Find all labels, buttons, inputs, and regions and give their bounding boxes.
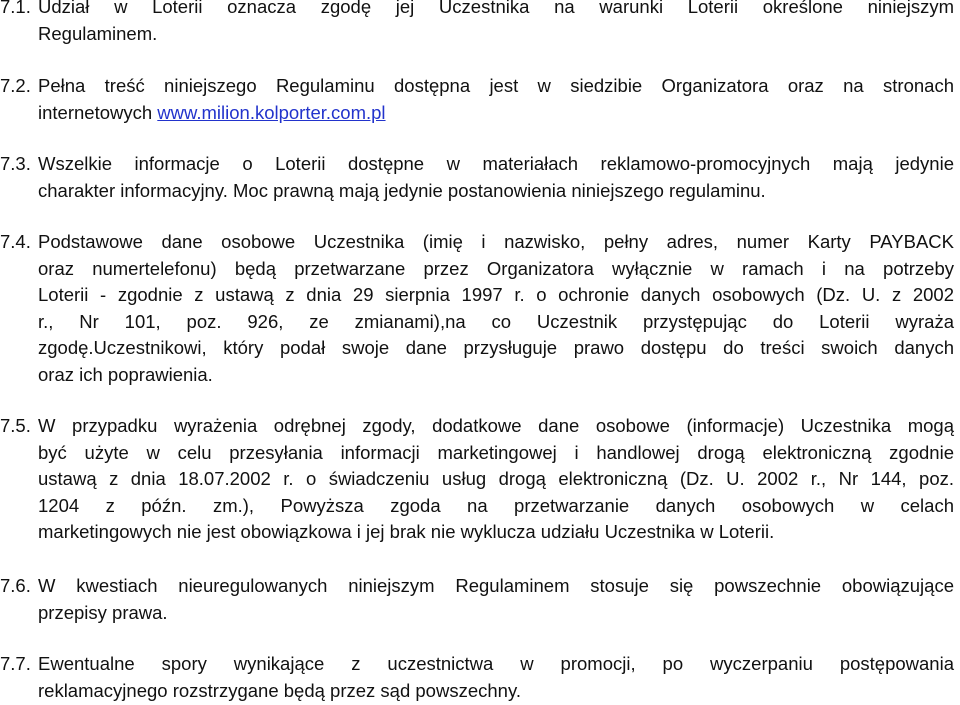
clause-number: 7.1.	[0, 0, 31, 17]
clause-text	[38, 413, 954, 546]
clause-line: Podstawowe dane osobowe Uczestnika (imię i nazwisko, pełny adres, numer Karty PAYBACK	[38, 231, 954, 252]
clause-text	[38, 229, 954, 388]
clause-line: Regulaminem.	[38, 22, 158, 44]
website-link[interactable]: www.milion.kolporter.com.pl	[157, 101, 386, 123]
clause-line: przepisy prawa.	[38, 601, 168, 623]
clause-number: 7.2.	[0, 75, 31, 96]
clause-text	[38, 73, 954, 126]
clause-line: Udział w Loterii oznacza zgodę jej Uczestnika na warunki Loterii określone niniejszym	[38, 0, 954, 17]
clause-number: 7.5.	[0, 415, 31, 436]
clause-line: r., Nr 101, poz. 926, ze zmianami),na co Uczestnik przystępując do Loterii wyraża	[38, 310, 954, 332]
clause-line: zgodę.Uczestnikowi, który podał swoje dane przysługuje prawo dostępu do treści swoich danych	[38, 337, 954, 358]
clause-text	[38, 0, 954, 47]
clause-line: charakter informacyjny. Moc prawną mają jedynie postanowienia niniejszego regulaminu.	[38, 179, 766, 201]
clause-text	[38, 651, 954, 704]
clause-line: Loterii - zgodnie z ustawą z dnia 29 sierpnia 1997 r. o ochronie danych osobowych (Dz. U. z 2002	[38, 284, 954, 305]
clause-line: oraz ich poprawienia.	[38, 363, 213, 385]
clause-number: 7.7.	[0, 653, 31, 674]
clause-line: marketingowych nie jest obowiązkowa i jej brak nie wyklucza udziału Uczestnika w Loterii.	[38, 521, 775, 542]
clause-number: 7.6.	[0, 575, 31, 596]
clause-line: ustawą z dnia 18.07.2002 r. o świadczeniu usług drogą elektroniczną (Dz. U. 2002 r., Nr 144, poz.	[38, 468, 954, 489]
clause-line: reklamacyjnego rozstrzygane będą przez sąd powszechny.	[38, 679, 521, 701]
clause-line: internetowych	[38, 101, 158, 123]
clause-line: Pełna treść niniejszego Regulaminu dostępna jest w siedzibie Organizatora oraz na stronach	[38, 75, 954, 96]
clause-line: Ewentualne spory wynikające z uczestnictwa w promocji, po wyczerpaniu postępowania	[38, 653, 954, 674]
clause-line: być użyte w celu przesyłania informacji marketingowej i handlowej drogą elektroniczną zgodnie	[38, 441, 954, 463]
clause-number: 7.3.	[0, 153, 31, 174]
clause-number: 7.4.	[0, 231, 31, 252]
clause-line: Wszelkie informacje o Loterii dostępne w materiałach reklamowo-promocyjnych mają jedynie	[38, 153, 954, 174]
clause-line: W kwestiach nieuregulowanych niniejszym Regulaminem stosuje się powszechnie obowiązujące	[38, 575, 954, 596]
clause-line-with-link	[38, 100, 954, 127]
clause-text	[38, 573, 954, 626]
clause-text	[38, 151, 954, 204]
clause-line: W przypadku wyrażenia odrębnej zgody, dodatkowe dane osobowe (informacje) Uczestnika mogą	[38, 415, 954, 436]
clause-line: oraz numertelefonu) będą przetwarzane przez Organizatora wyłącznie w ramach i na potrzeby	[38, 257, 954, 279]
clause-line: 1204 z późn. zm.), Powyższa zgoda na przetwarzanie danych osobowych w celach	[38, 494, 954, 516]
